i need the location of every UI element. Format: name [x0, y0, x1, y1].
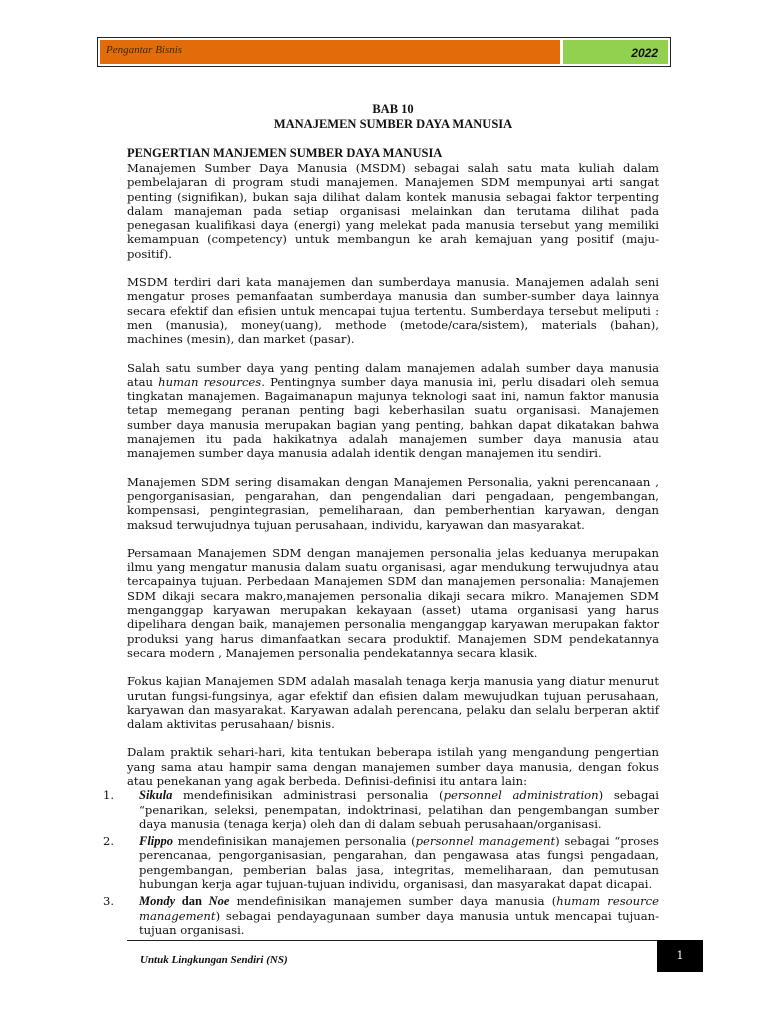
- header-year: 2022: [563, 40, 668, 64]
- chapter-heading: [127, 102, 659, 132]
- list-number: 2.: [103, 834, 115, 849]
- list-number: 3.: [103, 894, 115, 909]
- section-heading: PENGERTIAN MANJEMEN SUMBER DAYA MANUSIA: [127, 146, 443, 160]
- document-body: [103, 102, 660, 940]
- author-name: Mondy: [139, 894, 176, 909]
- definition-item: 2. Flippo mendefinisikan manajemen personalia (personnel management) sebagai “proses perencanaa, pengorganisasian, pengarahan, dan pengawasa atas fungsi pengadaan, pengembangan, pemberian balas jasa, integritas, memeliharaan, dan pemutusan hubungan kerja agar tujuan-tujuan individu, organisasi, dan masyarakat dapat dicapai.: [103, 834, 659, 892]
- term-human-resources: human resources: [158, 374, 262, 389]
- list-number: 1.: [103, 788, 115, 803]
- page-header: [97, 37, 671, 67]
- term: personnel management: [415, 834, 556, 849]
- term: humam resource management: [139, 894, 660, 923]
- footer-text: Untuk Lingkungan Sendiri (NS): [140, 954, 288, 966]
- term: personnel administration: [443, 788, 599, 803]
- paragraph-5: Persamaan Manajemen SDM dengan manajemen personalia jelas keduanya merupakan ilmu yang mengatur manusia dalam suatu organisasi, agar mendukung terwujudnya atau tercapainya tujuan. Perbedaan Manajemen SDM dan manajemen personalia: Manajemen SDM dikaji secara makro,manajemen personalia dikaji secara mikro. Manajemen SDM menganggap karyawan merupakan kekayaan (asset) utama organisasi yang harus dipelihara dengan baik, manajemen personalia menganggap karyawan merupakan faktor produksi yang harus dimanfaatkan secara produktif. Manajemen SDM pendekatannya secara modern , Manajemen personalia pendekatannya secara klasik.: [127, 545, 659, 660]
- definition-item: 1. Sikula mendefinisikan administrasi personalia (personnel administration) sebagai “penarikan, seleksi, penempatan, indoktrinasi, pelatihan dan pengembangan sumber daya manusia (tenaga kerja) oleh dan di dalam sebuah perusahaan/organisasi.: [103, 788, 659, 831]
- chapter-title: MANAJEMEN SUMBER DAYA MANUSIA: [273, 117, 513, 131]
- paragraph-1: Manajemen Sumber Daya Manusia (MSDM) sebagai salah satu mata kuliah dalam pembelajaran di program studi manajemen. Manajemen SDM mempunyai arti sangat penting (signifikan), bukan saja dilihat dalam kontek manusia sebagai faktor terpenting dalam manajeman pada setiap organisasi melainkan dan terutama dilihat pada penegasan kualifikasi daya (energi) yang melekat pada manusia tersebut yang memiliki kemampuan (competency) untuk membangun ke arah kemajuan yang positif (maju-positif).: [127, 161, 659, 261]
- paragraph-2: MSDM terdiri dari kata manajemen dan sumberdaya manusia. Manajemen adalah seni mengatur proses pemanfaatan sumberdaya manusia dan sumber-sumber daya lainnya secara efektif dan efisien untuk mencapai tujua tertentu. Sumberdaya tersebut meliputi : men (manusia), money(uang), methode (metode/cara/sistem), materials (bahan), machines (mesin), dan market (pasar).: [127, 275, 659, 347]
- header-title: Pengantar Bisnis: [100, 40, 563, 64]
- page-number: 1: [657, 940, 703, 972]
- author-name-2: Noe: [208, 894, 230, 909]
- chapter-number: BAB 10: [372, 102, 414, 116]
- footer-divider: [127, 940, 657, 941]
- definitions-intro: Dalam praktik sehari-hari, kita tentukan beberapa istilah yang mengandung pengertian yang sama atau hampir sama dengan manajemen sumber daya manusia, dengan fokus atau penekanan yang agak berbeda. Definisi-definisi itu antara lain:: [127, 745, 659, 788]
- definition-item: 3. Mondy dan Noe mendefinisikan manajemen sumber daya manusia (humam resource management) sebagai pendayagunaan sumber daya manusia untuk mencapai tujuan-tujuan organisasi.: [103, 894, 660, 937]
- paragraph-3: Salah satu sumber daya yang penting dalam manajemen adalah sumber daya manusia atau human resources. Pentingnya sumber daya manusia ini, perlu disadari oleh semua tingkatan manajemen. Bagaimanapun majunya teknologi saat ini, namun faktor manusia tetap memegang peranan penting bagi keberhasilan suatu organisasi. Manajemen sumber daya manusia merupakan bagian yang penting, bahkan dapat dikatakan bahwa manajemen itu pada hakikatnya adalah manajemen sumber daya manusia atau manajemen sumber daya manusia adalah identik dengan manajemen itu sendiri.: [127, 360, 659, 461]
- paragraph-4: Manajemen SDM sering disamakan dengan Manajemen Personalia, yakni perencanaan , pengorganisasian, pengarahan, dan pengendalian dari pengadaan, pengembangan, kompensasi, pengintegrasian, pemeliharaan, dan pemberhentian karyawan, dengan maksud terwujudnya tujuan perusahaan, individu, karyawan dan masyarakat.: [127, 474, 659, 532]
- author-name: Sikula: [139, 788, 173, 803]
- author-name: Flippo: [139, 834, 174, 849]
- paragraph-6: Fokus kajian Manajemen SDM adalah masalah tenaga kerja manusia yang diatur menurut urutan fungsi-fungsinya, agar efektif dan efisien dalam mewujudkan tujuan perusahaan, karyawan dan masyarakat. Karyawan adalah perencana, pelaku dan selalu berperan aktif dalam aktivitas perusahaan/ bisnis.: [127, 674, 659, 732]
- definitions-list: [103, 788, 660, 937]
